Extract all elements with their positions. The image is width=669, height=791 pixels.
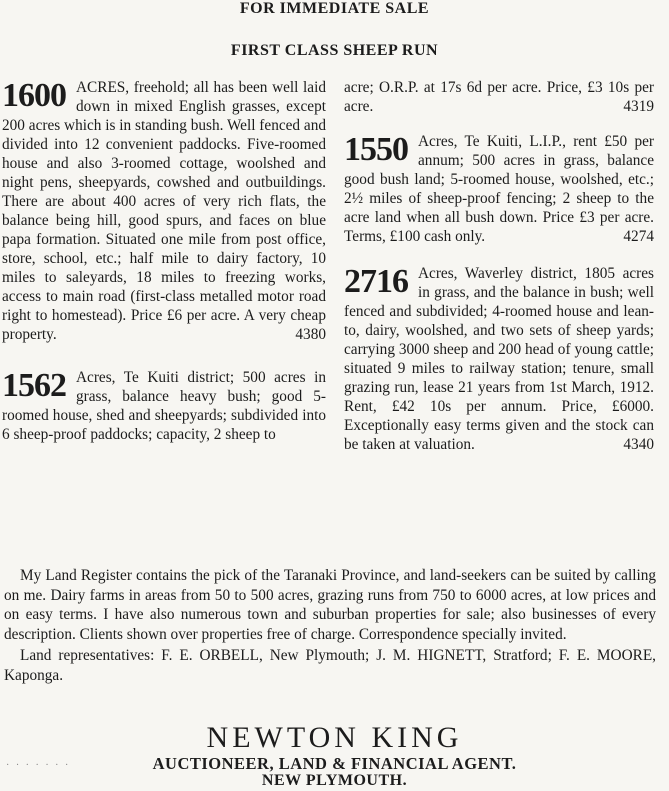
listing-2716 <box>344 264 654 454</box>
listing-text: Acres, Te Kuiti, L.I.P., rent £50 per annum; 500 acres in grass, balance good bush land; 5-roomed house, woolshed, etc.; 2½ miles of sheep-proof fencing; 2 sheep to the acre land when all bush down. Price £3 per acre. Terms, £100 cash only. <box>344 133 654 245</box>
lot-number: 2716 <box>344 263 408 300</box>
reference-number: 4340 <box>623 436 654 453</box>
print-speckle-decoration: · · · · · · · <box>6 760 71 771</box>
page-title: FOR IMMEDIATE SALE <box>239 0 430 17</box>
listing-text: Acres, Te Kuiti district; 500 acres in grass, balance heavy bush; good 5-roomed house, shed and sheepyards; subdivided into 6 sheep-proof paddocks; capacity, 2 sheep to <box>2 369 326 443</box>
left-column <box>2 78 326 444</box>
lot-number: 1550 <box>344 131 408 168</box>
lot-number: 1562 <box>2 367 66 404</box>
listing-1550 <box>344 132 654 246</box>
listing-text: ACRES, freehold; all has been well laid down in mixed English grasses, except 200 acres which is in standing bush. Well fenced and divided into 12 convenient paddocks. Five-roomed house and also 3-roomed cottage, woolshed and night pens, sheepyards, cowshed and outbuildings. There are about 400 acres of very rich flats, the balance being hill, good spurs, and faces on blue papa formation. Situated one mile from post office, store, school, etc.; half mile to dairy factory, 10 miles to saleyards, 18 miles to freezing works, access to main road (first-class metalled motor road right to homestead). Price £6 per acre. A very cheap property. <box>2 79 326 343</box>
section-title: FIRST CLASS SHEEP RUN <box>230 42 439 59</box>
listing-1600 <box>2 78 326 344</box>
lot-number: 1600 <box>2 77 66 114</box>
agent-city: NEW PLYMOUTH. <box>261 772 408 789</box>
land-register-notice <box>4 566 656 685</box>
agent-tagline: AUCTIONEER, LAND & FINANCIAL AGENT. <box>152 754 517 773</box>
right-column <box>344 78 654 454</box>
reference-number: 4319 <box>623 98 654 115</box>
listing-1562-continued <box>344 78 654 116</box>
reference-number: 4380 <box>295 326 326 343</box>
reference-number: 4274 <box>623 228 654 245</box>
listing-text: Acres, Waverley district, 1805 acres in grass, and the balance in bush; well fenced and subdivided; 4-roomed house and lean-to, dairy, woolshed, and two sets of sheep yards; carrying 3000 sheep and 200 head of young cattle; situated 9 miles to railway station; tenure, small grazing run, lease 21 years from 1st March, 1912. Rent, £42 10s per annum. Price, £6000. Exceptionally easy terms given and the stock can be taken at valuation. <box>344 265 654 453</box>
agent-name: NEWTON KING <box>206 721 463 754</box>
listing-text: acre; O.R.P. at 17s 6d per acre. Price, £3 10s per acre. <box>344 79 654 115</box>
land-representatives: Land representatives: F. E. ORBELL, New Plymouth; J. M. HIGNETT, Stratford; F. E. MOORE, Kaponga. <box>4 647 656 684</box>
register-paragraph: My Land Register contains the pick of the Taranaki Province, and land-seekers can be suited by calling on me. Dairy farms in areas from 50 to 500 acres, grazing runs from 750 to 6000 acres, at low prices and on easy terms. I have also numerous town and suburban properties for sale; also businesses of every description. Clients shown over properties free of charge. Correspondence specially invited. <box>4 567 656 643</box>
listing-1562 <box>2 368 326 444</box>
